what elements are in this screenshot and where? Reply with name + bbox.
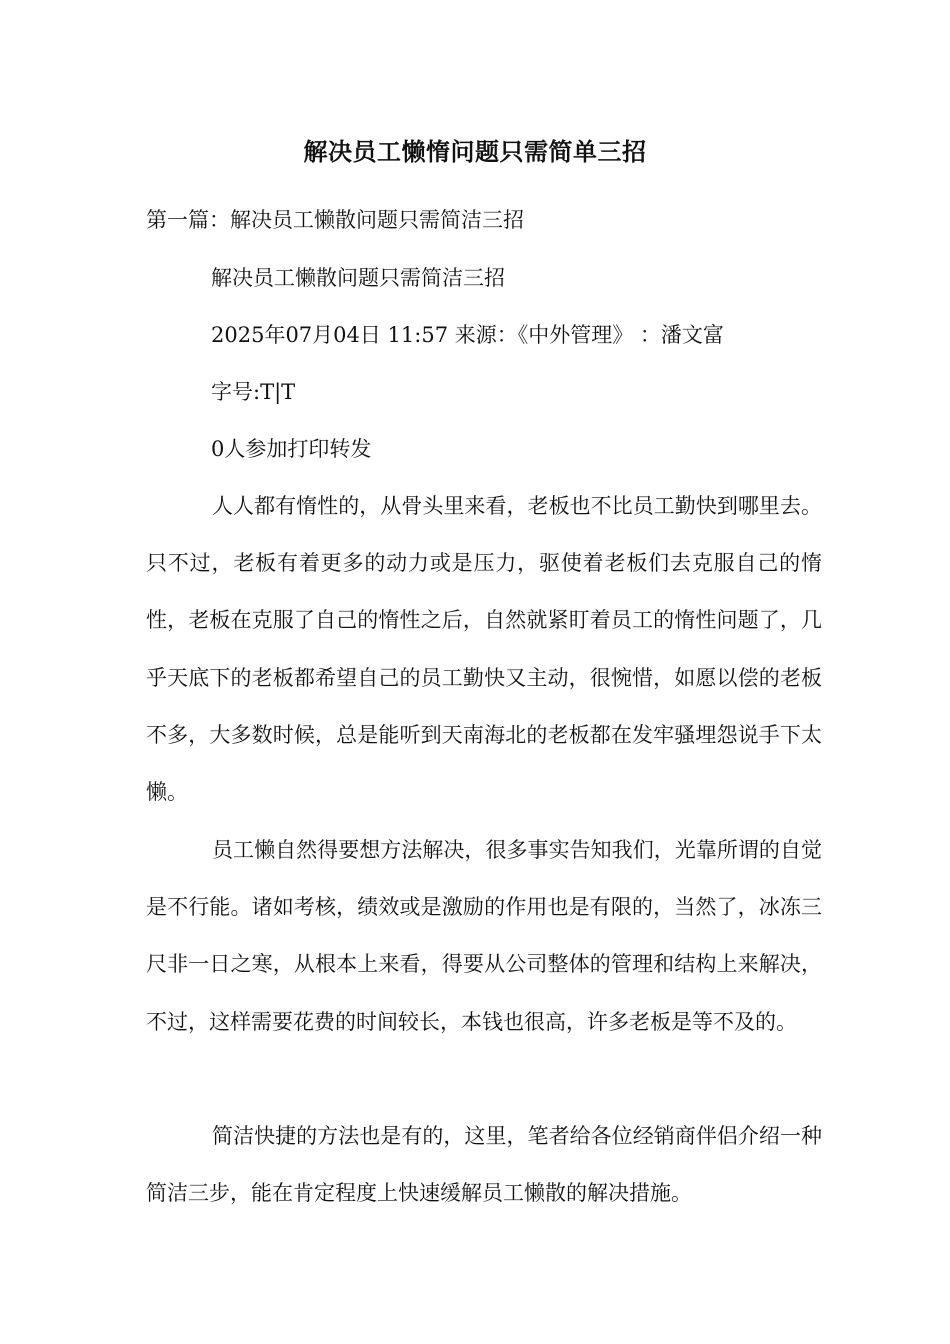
font-size-line: 字号:T|T [211,380,296,404]
meta-line: 2025年07月04日 11:57 来源：《中外管理》 ：潘文富 [211,323,724,347]
paragraph-3: 简洁快捷的方法也是有的，这里，笔者给各位经销商伴侣介绍一种简洁三步，能在肯定程度上快速缓解员工懒散的解决措施。 [146,1124,822,1206]
share-line: 0人参加打印转发 [211,437,372,461]
section-heading: 第一篇：解决员工懒散问题只需简洁三招 [146,208,524,232]
paragraph-1: 人人都有惰性的，从骨头里来看，老板也不比员工勤快到哪里去。只不过，老板有着更多的动力或是压力，驱使着老板们去克服自己的惰性，老板在克服了自己的惰性之后，自然就紧盯着员工的惰性问题了，几乎天底下的老板都希望自己的员工勤快又主动，很惋惜，如愿以偿的老板不多，大多数时候，总是能听到天南海北的老板都在发牢骚埋怨说手下太懒。 [146,494,822,805]
paragraph-2: 员工懒自然得要想方法解决，很多事实告知我们，光靠所谓的自觉是不行能。诸如考核，绩效或是激励的作用也是有限的，当然了，冰冻三尺非一日之寒，从根本上来看，得要从公司整体的管理和结构上来解决，不过，这样需要花费的时间较长，本钱也很高，许多老板是等不及的。 [146,838,822,1034]
article-title: 解决员工懒散问题只需简洁三招 [211,266,505,290]
document-title: 解决员工懒惰问题只需简单三招 [303,137,647,166]
